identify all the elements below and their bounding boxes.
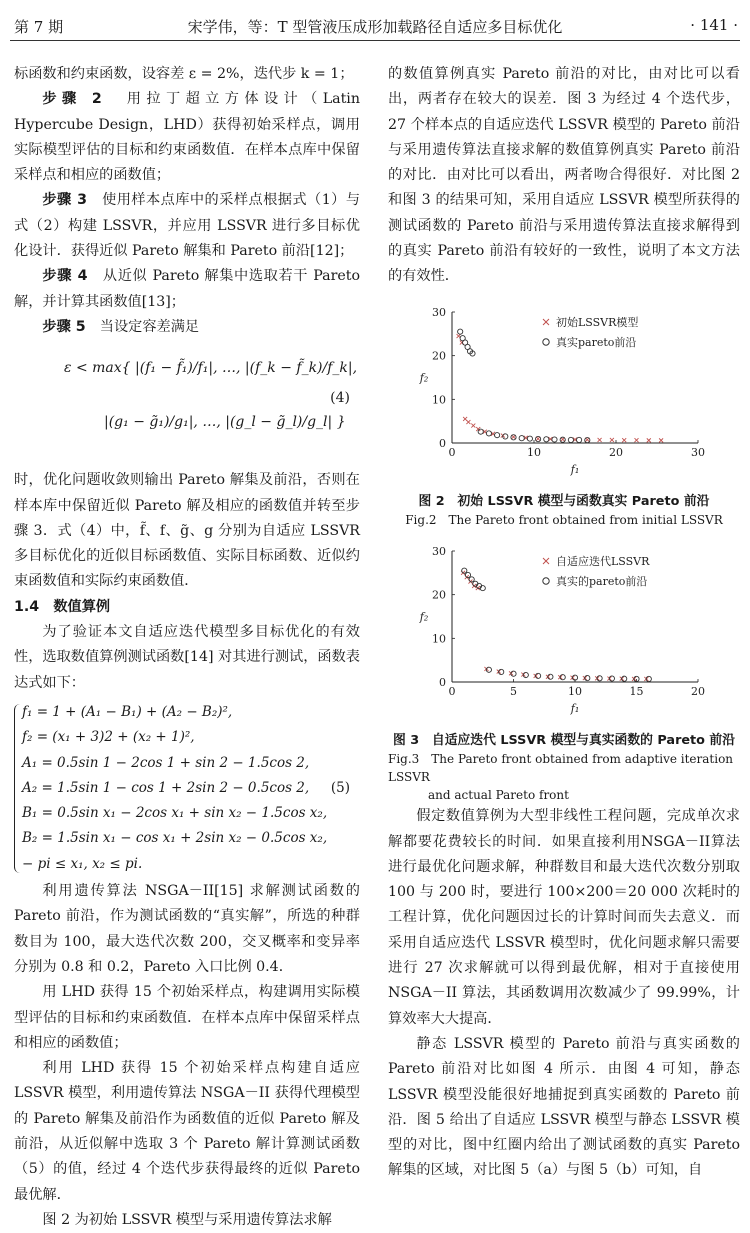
paragraph: 利用遗传算法 NSGA－II[15] 求解测试函数的 Pareto 前沿，作为测试函数的“真实解”，所选的种群数目为 100，最大迭代次数 200，交叉概率和变异率分别为 0.8 和 0.2，Pareto 入口比例 0.4．: [14, 883, 360, 975]
equation-brace: [14, 704, 21, 873]
page-number: · 141 ·: [690, 16, 738, 34]
equation-line: A₁ = 0.5sin 1 − 2cos 1 + sin 2 − 1.5cos 2,: [22, 754, 310, 771]
paragraph: 用 LHD 获得 15 个初始采样点，构建调用实际模型评估的目标和约束函数值．在样本点库中保留采样点和相应的函数值；: [14, 984, 360, 1051]
equation-line: A₂ = 1.5sin 1 − cos 1 + 2sin 2 − 0.5cos 2,: [22, 779, 310, 796]
y-tick-label: 10: [432, 393, 446, 407]
legend-label: 真实的pareto前沿: [556, 574, 648, 588]
step-4: [14, 264, 360, 315]
paragraph: 为了验证本文自适应迭代模型多目标优化的有效性，选取数值算例测试函数[14] 对其进行测试，函数表达式如下：: [14, 624, 360, 691]
y-tick-label: 10: [432, 632, 446, 646]
data-point-circle: [609, 676, 614, 681]
data-point-circle: [527, 436, 532, 441]
figure-2-chart: [388, 298, 740, 478]
equation-number: (4): [330, 390, 350, 407]
step-2: [14, 87, 360, 188]
figure-2-caption-en: Fig.2 The Pareto front obtained from initial LSSVR: [405, 512, 723, 527]
data-point-circle: [536, 673, 541, 678]
figure-3-caption-en: Fig.3 The Pareto front obtained from adaptive iteration LSSVR: [388, 752, 734, 785]
data-point-circle: [486, 430, 491, 435]
y-tick-label: 0: [439, 436, 446, 450]
x-tick-label: 0: [448, 445, 456, 459]
step-label: 步骤 2: [42, 91, 102, 108]
equation-number: (5): [330, 779, 350, 796]
legend-label: 自适应迭代LSSVR: [556, 554, 650, 568]
equation-line: f₂ = (x₁ + 3)2 + (x₂ + 1)²,: [22, 729, 195, 746]
step-label: 步骤 5: [42, 318, 86, 335]
data-point-x: [471, 423, 475, 427]
y-axis-label: f₂: [419, 610, 429, 624]
step-3: [14, 188, 360, 264]
data-point-x: [610, 438, 614, 442]
x-tick-label: 10: [568, 684, 582, 698]
legend-label: 真实pareto前沿: [556, 335, 637, 349]
paragraph: 假定数值算例为大型非线性工程问题，完成单次求解都要花费较长的时间．如果直接利用NSGA－II算法进行最优化问题求解，种群数目和最大迭代次数分别取 100 与 200 时，要进行 100×200＝20 000 次耗时的工程计算，优化问题因过长的计算时间而失去意义．而采用自适应迭代 LSSVR 模型时，优化问题求解只需要进行 27 次求解就可以得到最优解，相对于直接使用 NSGA－II 算法，其函数调用次数减少了 99.99%，计算效率大大提高．: [388, 808, 740, 1027]
x-axis-label: f₁: [570, 462, 580, 476]
x-axis-label: f₁: [570, 701, 580, 715]
data-point-circle: [544, 436, 549, 441]
data-point-x: [635, 438, 639, 442]
data-point-circle: [597, 676, 602, 681]
data-point-circle: [458, 329, 463, 334]
figure-2: [388, 298, 740, 529]
step-label: 步骤 3: [42, 192, 87, 209]
data-point-circle: [469, 577, 474, 582]
data-point-circle: [478, 429, 483, 434]
paragraph: 的数值算例真实 Pareto 前沿的对比，由对比可以看出，两者存在较大的误差．图 3 为经过 4 个迭代步，27 个样本点的自适应迭代 LSSVR 模型的 Pareto 前沿与采用遗传算法直接求解的数值算例真实 Pareto 前沿的对比．由对比可以看出，两者吻合得很好．对比图 2 和图 3 的结果可知，采用自适应 LSSVR 模型所获得的测试函数的 Pareto 前沿与采用遗传算法直接求解得到的真实 Pareto 前沿有较好的一致性，说明了本文方法的有效性．: [388, 66, 740, 285]
paragraph: 图 2 为初始 LSSVR 模型与采用遗传算法求解: [42, 1211, 332, 1228]
data-point-x: [659, 438, 663, 442]
running-title: 宋学伟，等：T 型管液压成形加载路径自适应多目标优化: [187, 18, 563, 36]
figure-2-caption-cn: 图 2 初始 LSSVR 模型与函数真实 Pareto 前沿: [418, 493, 710, 509]
legend-marker-x: [543, 319, 549, 325]
data-point-x: [466, 420, 470, 424]
equation-5: [14, 700, 360, 877]
step-text: 当设定容差满足: [99, 318, 200, 335]
equation-line: B₂ = 1.5sin x₁ − cos x₁ + 2sin x₂ − 0.5cos x₂,: [22, 830, 328, 847]
x-tick-label: 30: [691, 445, 705, 459]
data-point-circle: [519, 435, 524, 440]
step-text: 用拉丁超立方体设计（Latin Hypercube Design，LHD）获得初始采样点，调用实际模型评估的目标和约束函数值．在样本点库中保留采样点和相应的函数值；: [14, 91, 360, 184]
y-tick-label: 20: [432, 349, 446, 363]
equation-line: f₁ = 1 + (A₁ − B₁) + (A₂ − B₂)²,: [22, 703, 233, 720]
x-tick-label: 10: [527, 445, 541, 459]
data-point-x: [622, 438, 626, 442]
y-tick-label: 0: [439, 675, 446, 689]
paragraph: 标函数和约束函数，设容差 ε = 2%，迭代步 k = 1；: [14, 66, 354, 82]
y-tick-label: 30: [432, 544, 446, 558]
paragraph: 利用 LHD 获得 15 个初始采样点构建自适应 LSSVR 模型，利用遗传算法 NSGA－II 获得代理模型的 Pareto 解集及前沿作为函数值的近似 Pareto 解及前沿，从近似解中选取 3 个 Pareto 解计算测试函数（5）的值，经过 4 个迭代步获得最终的近似 Pareto 最优解．: [14, 1060, 360, 1203]
paragraph: 时，优化问题收敛则输出 Pareto 解集及前沿，否则在样本库中保留近似 Pareto 解及相应的函数值并转至步骤 3．式（4）中，f̃、f、g̃、g 分别为自适应 LSSVR 多目标优化的近似目标函数值、实际目标函数、近似约束函数值和实际约束函数值．: [14, 472, 360, 590]
data-point-circle: [646, 676, 651, 681]
equation-line: B₁ = 0.5sin x₁ − 2cos x₁ + sin x₂ − 1.5cos x₂,: [22, 805, 328, 822]
data-point-circle: [585, 675, 590, 680]
legend-label: 初始LSSVR模型: [556, 315, 639, 329]
y-tick-label: 20: [432, 588, 446, 602]
data-point-circle: [622, 676, 627, 681]
equation-4: [14, 346, 360, 464]
step-text: 从近似 Pareto 解集中选取若干 Pareto 解，并计算其函数值[13]；: [14, 268, 360, 310]
figure-3-caption-en-2: and actual Pareto front: [428, 788, 569, 803]
legend-marker-x: [543, 558, 549, 564]
equation-line: ε < max{ |(f₁ − f̃₁)/f₁|, …, |(f_k − f̃_k)/f_k|,: [64, 360, 358, 377]
paragraph: 静态 LSSVR 模型的 Pareto 前沿与真实函数的 Pareto 前沿对比如图 4 所示．由图 4 可知，静态 LSSVR 模型没能很好地捕捉到真实函数的 Pareto 前沿．图 5 给出了自适应 LSSVR 模型与静态 LSSVR 模型的对比，图中红圈内给出了测试函数的真实 Pareto 解集的区域，对比图 5（a）与图 5（b）可知，自: [388, 1035, 740, 1179]
data-point-circle: [548, 674, 553, 679]
right-column: [388, 62, 740, 1184]
issue-number: 第 7 期: [14, 18, 64, 36]
data-point-x: [598, 438, 602, 442]
x-tick-label: 0: [448, 684, 456, 698]
page-header: [10, 12, 740, 41]
data-point-circle: [495, 432, 500, 437]
data-point-circle: [462, 568, 467, 573]
equation-line: |(g₁ − g̃₁)/g₁|, …, |(g_l − g̃_l)/g_l| }: [104, 414, 346, 431]
x-tick-label: 20: [691, 684, 705, 698]
figure-3: [388, 537, 740, 804]
step-label: 步骤 4: [42, 268, 88, 285]
data-point-circle: [560, 675, 565, 680]
step-text: 使用样本点库中的采样点根据式（1）与式（2）构建 LSSVR，并应用 LSSVR 进行多目标优化设计．获得近似 Pareto 解集和 Pareto 前沿[12]；: [14, 192, 361, 260]
legend-marker-circle: [543, 578, 549, 584]
left-column: [14, 62, 360, 1233]
y-axis-label: f₂: [419, 371, 429, 385]
y-tick-label: 30: [432, 305, 446, 319]
data-point-circle: [465, 572, 470, 577]
x-tick-label: 5: [510, 684, 517, 698]
section-title: 1.4 数值算例: [14, 598, 111, 615]
step-5: [14, 315, 360, 340]
data-point-circle: [552, 437, 557, 442]
figure-3-caption-cn: 图 3 自适应迭代 LSSVR 模型与真实函数的 Pareto 前沿: [392, 733, 736, 749]
figure-3-chart: [388, 537, 740, 717]
legend-marker-circle: [543, 338, 549, 344]
data-point-x: [647, 438, 651, 442]
x-tick-label: 15: [629, 684, 644, 698]
equation-line: − pi ≤ x₁, x₂ ≤ pi.: [22, 855, 143, 872]
data-point-circle: [568, 437, 573, 442]
x-tick-label: 20: [609, 445, 623, 459]
data-point-circle: [577, 437, 582, 442]
